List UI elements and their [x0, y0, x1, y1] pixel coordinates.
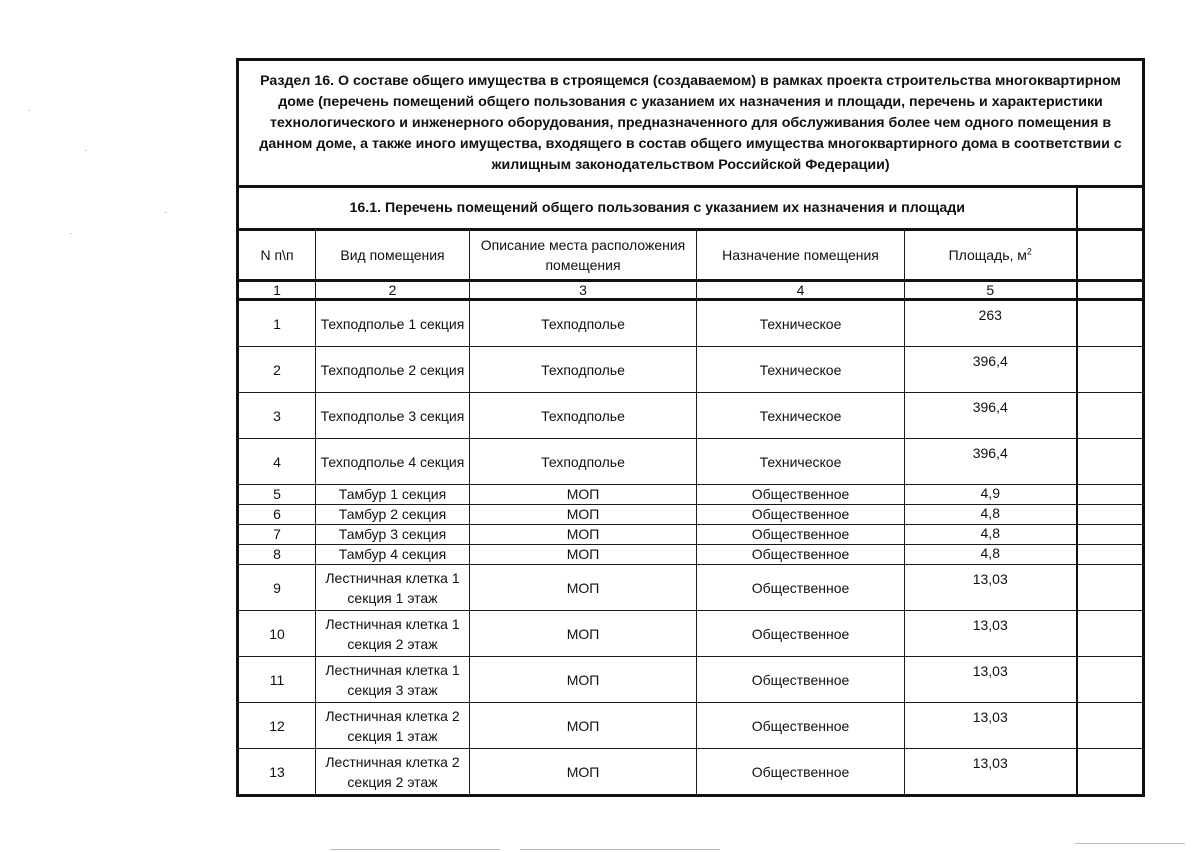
table-header-row [238, 230, 1144, 281]
cell-type: Лестничная клетка 1 секция 1 этаж [316, 565, 470, 611]
cell-area: 13,03 [905, 565, 1077, 611]
cell-location: МОП [470, 657, 697, 703]
cell-location: МОП [470, 703, 697, 749]
cell-purpose: Техническое [697, 300, 905, 347]
cell-area: 4,8 [905, 545, 1077, 565]
cell-area: 4,8 [905, 505, 1077, 525]
cell-num: 6 [238, 505, 316, 525]
cell-type: Техподполье 4 секция [316, 439, 470, 485]
cell-num: 12 [238, 703, 316, 749]
cell-area: 396,4 [905, 393, 1077, 439]
cell-purpose: Техническое [697, 439, 905, 485]
cell-num: 2 [238, 347, 316, 393]
empty-cell [1077, 347, 1144, 393]
column-number: 5 [905, 281, 1077, 300]
cell-purpose: Общественное [697, 657, 905, 703]
cell-num: 4 [238, 439, 316, 485]
table-row [238, 657, 1144, 703]
cell-num: 1 [238, 300, 316, 347]
cell-location: Техподполье [470, 300, 697, 347]
empty-cell [1077, 565, 1144, 611]
section-title-row [238, 60, 1144, 187]
section-title: Раздел 16. О составе общего имущества в строящемся (создаваемом) в рамках проекта строительства многоквартирном доме (перечень помещений общего пользования с указанием их назначения и площади, перечень и характеристики технологического и инженерного оборудования, предназначенного для обслуживания более чем одного помещения в данном доме, а также иного имущества, входящего в состав общего имущества многоквартирного дома в соответствии с жилищным законодательством Российской Федерации) [238, 60, 1144, 187]
subsection-title-row [238, 187, 1144, 230]
cell-location: МОП [470, 505, 697, 525]
cell-area: 263 [905, 300, 1077, 347]
table-row [238, 393, 1144, 439]
column-number: 2 [316, 281, 470, 300]
cell-location: Техподполье [470, 439, 697, 485]
cell-num: 13 [238, 749, 316, 796]
scan-artifact-dot [85, 150, 87, 151]
scan-artifact-line [520, 849, 720, 850]
table-row [238, 347, 1144, 393]
cell-type: Лестничная клетка 1 секция 3 этаж [316, 657, 470, 703]
cell-num: 8 [238, 545, 316, 565]
empty-cell [1077, 300, 1144, 347]
column-number: 4 [697, 281, 905, 300]
cell-type: Тамбур 1 секция [316, 485, 470, 505]
empty-cell [1077, 505, 1144, 525]
cell-area: 396,4 [905, 439, 1077, 485]
table-row [238, 611, 1144, 657]
cell-type: Техподполье 1 секция [316, 300, 470, 347]
scan-artifact-line [330, 849, 500, 850]
cell-purpose: Общественное [697, 485, 905, 505]
scan-artifact-dot [28, 110, 30, 111]
cell-location: Техподполье [470, 393, 697, 439]
header-area-label: Площадь, м [948, 247, 1027, 263]
table-row [238, 439, 1144, 485]
cell-purpose: Общественное [697, 525, 905, 545]
cell-purpose: Общественное [697, 703, 905, 749]
empty-cell [1077, 525, 1144, 545]
header-purpose: Назначение помещения [697, 230, 905, 281]
empty-cell [1077, 703, 1144, 749]
cell-purpose: Общественное [697, 505, 905, 525]
cell-area: 13,03 [905, 657, 1077, 703]
cell-area: 13,03 [905, 703, 1077, 749]
column-number-row [238, 281, 1144, 300]
cell-num: 5 [238, 485, 316, 505]
cell-type: Тамбур 4 секция [316, 545, 470, 565]
common-property-table [236, 58, 1145, 797]
cell-type: Тамбур 2 секция [316, 505, 470, 525]
empty-cell [1077, 230, 1144, 281]
empty-cell [1077, 611, 1144, 657]
cell-area: 13,03 [905, 611, 1077, 657]
column-number: 1 [238, 281, 316, 300]
cell-num: 7 [238, 525, 316, 545]
scan-artifact-dot [70, 233, 72, 234]
cell-type: Тамбур 3 секция [316, 525, 470, 545]
empty-cell [1077, 281, 1144, 300]
cell-type: Лестничная клетка 2 секция 1 этаж [316, 703, 470, 749]
cell-purpose: Общественное [697, 545, 905, 565]
cell-location: МОП [470, 525, 697, 545]
cell-location: МОП [470, 545, 697, 565]
table-row [238, 505, 1144, 525]
cell-area: 4,9 [905, 485, 1077, 505]
cell-type: Лестничная клетка 2 секция 2 этаж [316, 749, 470, 796]
cell-type: Лестничная клетка 1 секция 2 этаж [316, 611, 470, 657]
cell-area: 396,4 [905, 347, 1077, 393]
cell-purpose: Общественное [697, 749, 905, 796]
empty-cell [1077, 545, 1144, 565]
header-area-sup: 2 [1026, 246, 1032, 257]
cell-num: 3 [238, 393, 316, 439]
cell-num: 11 [238, 657, 316, 703]
cell-type: Техподполье 3 секция [316, 393, 470, 439]
cell-type: Техподполье 2 секция [316, 347, 470, 393]
cell-location: МОП [470, 565, 697, 611]
cell-purpose: Общественное [697, 565, 905, 611]
empty-cell [1077, 485, 1144, 505]
table-row [238, 545, 1144, 565]
table-row [238, 485, 1144, 505]
scan-artifact-dot [165, 212, 167, 213]
table-row [238, 749, 1144, 796]
cell-purpose: Техническое [697, 347, 905, 393]
table-row [238, 300, 1144, 347]
empty-cell [1077, 749, 1144, 796]
empty-cell [1077, 187, 1144, 230]
cell-location: МОП [470, 749, 697, 796]
empty-cell [1077, 393, 1144, 439]
cell-location: Техподполье [470, 347, 697, 393]
column-number: 3 [470, 281, 697, 300]
cell-area: 13,03 [905, 749, 1077, 796]
cell-location: МОП [470, 485, 697, 505]
table-row [238, 565, 1144, 611]
header-location: Описание места расположения помещения [470, 230, 697, 281]
table-row [238, 703, 1144, 749]
header-type: Вид помещения [316, 230, 470, 281]
header-num: N п\п [238, 230, 316, 281]
header-area [905, 230, 1077, 281]
cell-num: 9 [238, 565, 316, 611]
cell-num: 10 [238, 611, 316, 657]
cell-location: МОП [470, 611, 697, 657]
empty-cell [1077, 657, 1144, 703]
cell-purpose: Техническое [697, 393, 905, 439]
scan-artifact-line [1075, 843, 1185, 844]
cell-purpose: Общественное [697, 611, 905, 657]
subsection-title: 16.1. Перечень помещений общего пользования с указанием их назначения и площади [238, 187, 1077, 230]
cell-area: 4,8 [905, 525, 1077, 545]
table-row [238, 525, 1144, 545]
empty-cell [1077, 439, 1144, 485]
